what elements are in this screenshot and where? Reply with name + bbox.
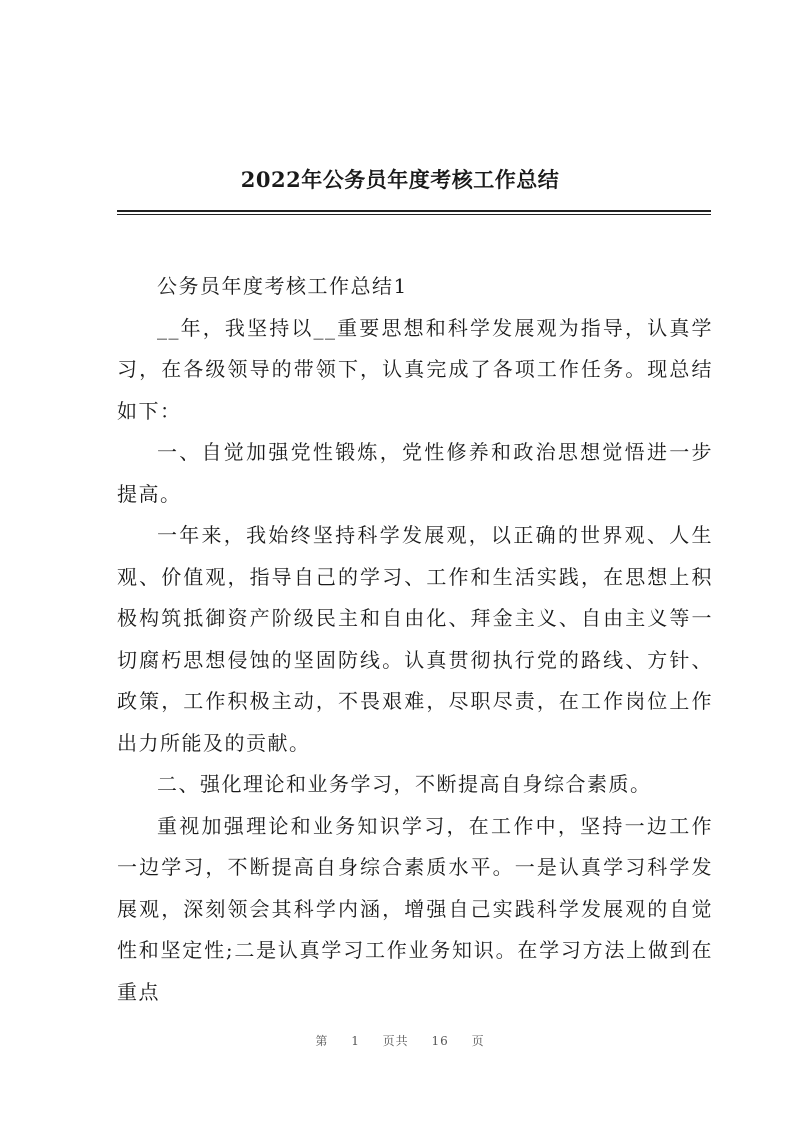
section-heading: 公务员年度考核工作总结1 bbox=[157, 274, 408, 298]
title-underline-thin bbox=[117, 214, 711, 215]
section-heading: 二、强化理论和业务学习，不断提高自身综合素质。 bbox=[157, 772, 652, 796]
footer-page-number: 1 bbox=[351, 1034, 360, 1048]
body-paragraph: 一年来，我始终坚持科学发展观，以正确的世界观、人生观、价值观，指导自己的学习、工作和生活实践，在思想上积极构筑抵御资产阶级民主和自由化、拜金主义、自由主义等一切腐朽思想侵蚀的坚固防线。认真贯彻执行党的路线、方针、政策，工作积极主动，不畏艰难，尽职尽责，在工作岗位上作出力所能及的贡献。 bbox=[117, 523, 713, 755]
title-underline-thick bbox=[117, 210, 711, 212]
page-footer bbox=[0, 1032, 800, 1049]
footer-middle: 页共 bbox=[382, 1034, 409, 1048]
document-body bbox=[117, 266, 713, 1013]
footer-total-pages: 16 bbox=[431, 1034, 449, 1048]
section-heading: 一、自觉加强党性锻炼，党性修养和政治思想觉悟进一步提高。 bbox=[117, 440, 713, 506]
body-paragraph: __年，我坚持以__重要思想和科学发展观为指导，认真学习，在各级领导的带领下，认真完成了各项工作任务。现总结如下： bbox=[117, 315, 713, 423]
body-paragraph: 重视加强理论和业务知识学习，在工作中，坚持一边工作一边学习，不断提高自身综合素质水平。一是认真学习科学发展观，深刻领会其科学内涵，增强自己实践科学发展观的自觉性和坚定性;二是认真学习工作业务知识。在学习方法上做到在重点 bbox=[117, 813, 713, 1004]
document-title: 2022年公务员年度考核工作总结 bbox=[240, 167, 560, 192]
footer-suffix: 页 bbox=[471, 1034, 485, 1048]
footer-prefix: 第 bbox=[315, 1034, 329, 1048]
